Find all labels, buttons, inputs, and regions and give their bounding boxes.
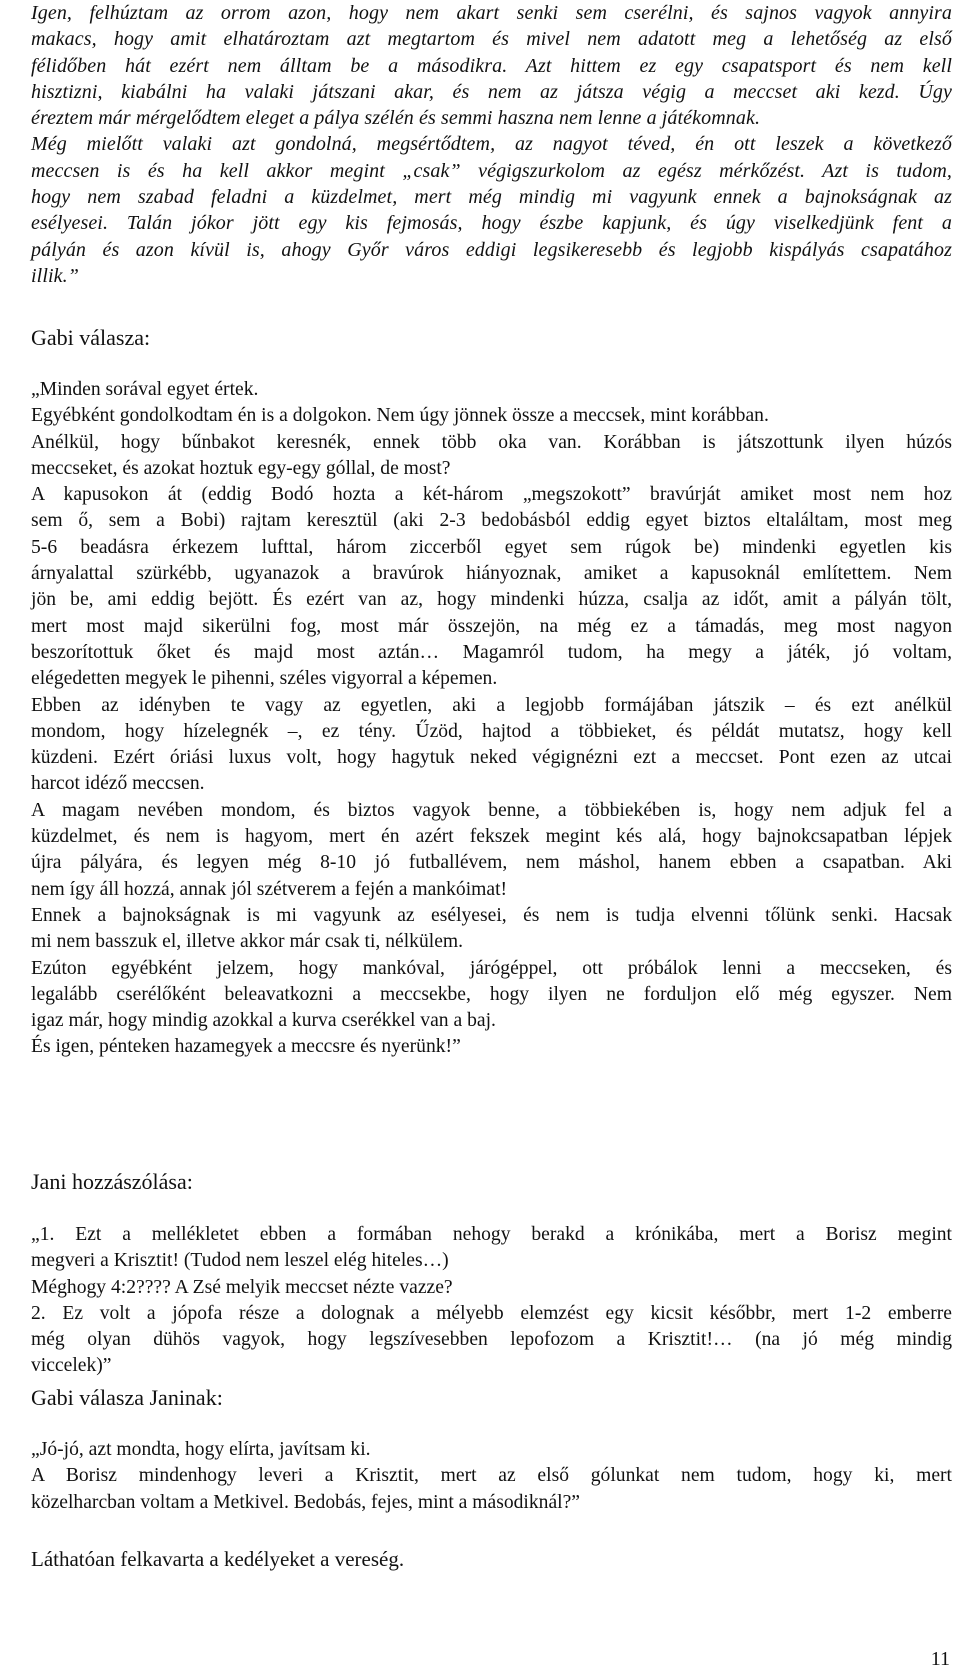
text-line: Ennek a bajnokságnak is mi vagyunk az esélyesei, és nem is tudja elvenni tőlünk senki. Hacsak [31, 904, 952, 926]
text-line: nem így áll hozzá, annak jól szétverem a fején a mankóimat! [31, 878, 508, 900]
text-line: meccsen is és ha kell akkor megint „csak” végigszurkolom az egész mérkőzést. Azt is tudom, [31, 159, 952, 182]
text-line: illik.” [31, 264, 79, 287]
text-line: És igen, pénteken hazamegyek a meccsre és nyerünk!” [31, 1036, 461, 1058]
text-line: beszorítottuk őket és majd most aztán… Magamról tudom, ha megy a játék, jó voltam, [31, 641, 952, 663]
text-line: mi nem basszuk el, illetve akkor már csak ti, nélkülem. [31, 931, 464, 953]
text-line: félidőben hát ezért nem álltam be a másodikra. Azt hittem ez egy csapatsport és nem kell [31, 54, 952, 77]
text-line: Egyébként gondolkodtam én is a dolgokon. Nem úgy jönnek össze a meccsek, mint korábban. [31, 405, 769, 427]
text-line: Méghogy 4:2???? A Zsé melyik meccset nézte vazze? [31, 1276, 453, 1298]
text-line: elégedetten megyek le pihenni, széles vigyorral a képemen. [31, 668, 498, 690]
text-line: hogy nem szabad feladni a küzdelmet, mert még mindig mi vagyunk ennek a bajnokságnak az [31, 186, 952, 209]
text-line: hisztizni, kiabálni ha valaki játszani akar, és nem az játsza végig a meccset aki kezd. Úgy [31, 80, 952, 103]
jani-comment [31, 1222, 952, 1380]
text-line: meccseket, és azokat hoztuk egy-egy góllal, de most? [31, 457, 451, 479]
text-line: éreztem már mérgelődtem eleget a pálya szélén és semmi haszna nem lenne a játékomnak. [31, 107, 761, 130]
text-line: még olyan dühös vagyok, hogy legszívesebben lepofozom a Krisztit!… (na jó még mindig [31, 1329, 952, 1351]
text-line: esélyesei. Talán jókor jött egy kis fejmosás, hogy észbe kapjunk, és úgy viselkedjünk fent a [31, 212, 952, 235]
text-line: igaz már, hogy mindig azokkal a kurva cserékkel van a baj. [31, 1010, 496, 1032]
text-line: sem ő, sem a Bobi) rajtam keresztül (aki 2-3 bedobásból eddig egyet biztos eltaláltam, most meg [31, 510, 952, 532]
text-line: jön be, ami eddig bejött. És ezért van az, hogy mindenki húzza, csalja az időt, amit a pályán tölt, [31, 589, 952, 611]
text-line: Anélkül, hogy bűnbakot keresnék, ennek több oka van. Korábban is játszottunk ilyen húzós [31, 431, 952, 453]
page-number: 11 [930, 1648, 950, 1670]
text-line: mondom, hogy hízelegnék –, ez tény. Űzöd, hajtod a többieket, és példát mutatsz, hogy kell [31, 720, 952, 742]
section-heading: Jani hozzászólása: [31, 1169, 193, 1194]
text-line: közelharcban voltam a Metkivel. Bedobás, fejes, mint a másodiknál?” [31, 1491, 580, 1513]
section-heading: Gabi válasza: [31, 325, 151, 350]
text-line: küzdeni. Ezért óriási luxus volt, hogy hagytuk neked végignézni ezt a meccset. Pont ezen az utcai [31, 747, 952, 769]
text-line: A Borisz mindenhogy leveri a Krisztit, mert az első gólunkat nem tudom, hogy ki, mert [31, 1465, 952, 1487]
text-line: A kapusokon át (eddig Bodó hozta a két-három „megszokott” bravúrját amiket most nem hoz [31, 484, 952, 506]
intro-paragraph [31, 0, 952, 289]
text-line: harcot idéző meccsen. [31, 773, 205, 795]
text-line: újra pályára, és legyen még 8-10 jó futballévem, nem máshol, hanem ebben a csapatban. Aki [31, 852, 952, 874]
text-line: Igen, felhúztam az orrom azon, hogy nem akart senki sem cserélni, és sajnos vagyok annyira [31, 2, 952, 24]
text-line: viccelek)” [31, 1355, 112, 1377]
text-line: Még mielőtt valaki azt gondolná, megsértődtem, az nagyot téved, én ott leszek a következő [31, 133, 952, 156]
text-line: pályán és azon kívül is, ahogy Győr város eddigi legsikeresebb és legjobb kispályás csapatához [31, 238, 952, 261]
text-line: 5-6 beadásra érkezem lufttal, három ziccerből egyet sem rúgok be) mindenki egyetlen kis [31, 536, 952, 558]
text-line: makacs, hogy amit elhatároztam azt megtartom és mivel nem adatott meg a lehetőség az első [31, 28, 952, 51]
text-line: küzdelmet, és nem is hagyom, mert én azért fekszek megint kés alá, hogy bajnokcsapatban lépjek [31, 826, 952, 848]
text-line: megveri a Krisztit! (Tudod nem leszel elég hiteles…) [31, 1250, 449, 1272]
section-heading: Gabi válasza Janinak: [31, 1385, 223, 1410]
text-line: A magam nevében mondom, és biztos vagyok benne, a többiekében is, hogy nem adjuk fel a [31, 799, 952, 821]
text-line: „1. Ezt a mellékletet ebben a formában nehogy berakd a krónikába, mert a Borisz megint [31, 1224, 952, 1245]
gabi-reply [31, 377, 952, 1061]
text-line: legalább cserélőként beleavatkozni a meccsekbe, hogy ilyen ne forduljon elő még egyszer. Nem [31, 983, 952, 1005]
text-line: Ezúton egyébként jelzem, hogy mankóval, járógéppel, ott próbálok lenni a meccseken, és [31, 957, 952, 979]
text-line: mert most majd sikerülni fog, most már összejön, na még ez a támadás, meg most nagyon [31, 615, 952, 637]
text-line: árnyalattal szürkébb, ugyanazok a bravúrok hiányoznak, amiket a kapusoknál említettem. Nem [31, 563, 952, 585]
text-line: „Minden sorával egyet értek. [31, 379, 259, 400]
gabi-to-jani [31, 1437, 952, 1516]
closing-line: Láthatóan felkavarta a kedélyeket a vereség. [31, 1547, 405, 1571]
text-line: 2. Ez volt a jópofa része a dolognak a mélyebb elemzést egy kicsit későbbr, mert 1-2 emberre [31, 1302, 952, 1324]
text-line: Ebben az idényben te vagy az egyetlen, aki a legjobb formájában játszik – és ezt anélkül [31, 694, 952, 716]
text-line: „Jó-jó, azt mondta, hogy elírta, javítsam ki. [31, 1439, 371, 1460]
